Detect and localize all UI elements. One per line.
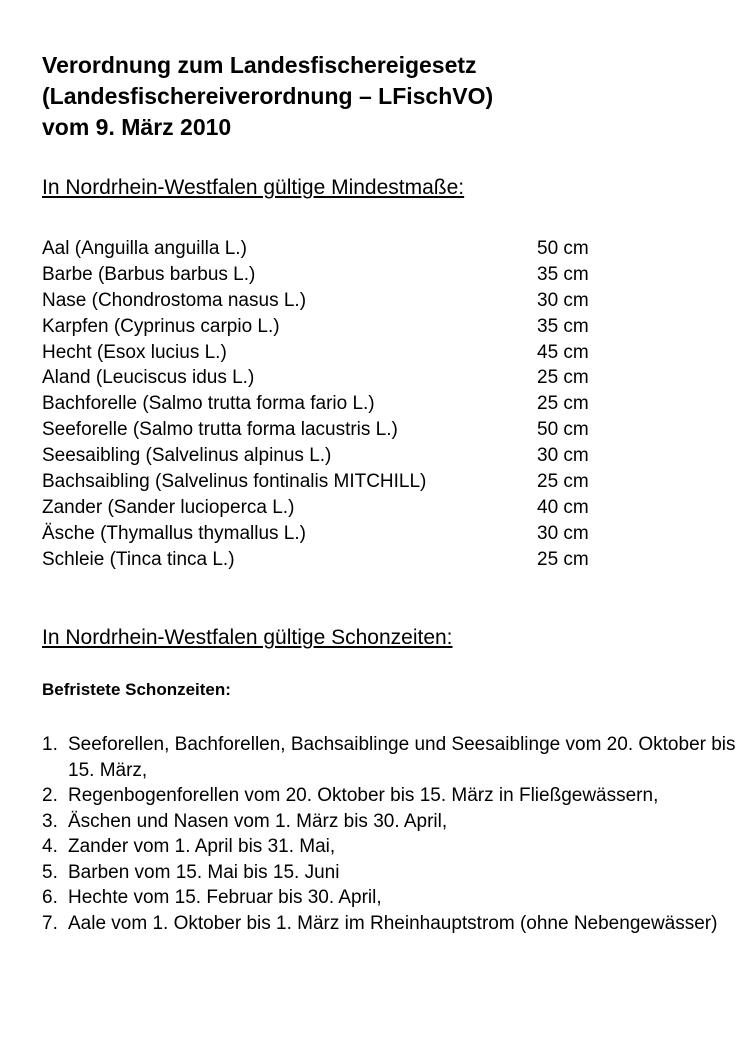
item-number: 6.	[42, 887, 58, 908]
closed-season-item	[42, 860, 742, 886]
limited-closed-seasons-subheading: Befristete Schonzeiten:	[42, 680, 231, 699]
item-number: 4.	[42, 836, 58, 857]
minimum-size: 35 cm	[537, 263, 589, 285]
minimum-size: 50 cm	[537, 238, 589, 259]
minimum-size: 30 cm	[537, 522, 589, 544]
item-text: Aale vom 1. Oktober bis 1. März im Rheinhauptstrom (ohne Nebengewässer)	[68, 912, 718, 934]
item-text: Regenbogenforellen vom 20. Oktober bis 15. März in Fließgewässern,	[68, 785, 659, 806]
species-name: Aland (Leuciscus idus L.)	[42, 367, 255, 389]
minimum-size: 50 cm	[537, 419, 589, 441]
min-size-row	[42, 547, 622, 573]
item-number: 1.	[42, 734, 58, 755]
closed-seasons-list	[42, 732, 742, 936]
species-name: Nase (Chondrostoma nasus L.)	[42, 289, 307, 311]
minimum-size: 25 cm	[537, 471, 589, 493]
closed-season-item	[42, 783, 742, 809]
species-name: Schleie (Tinca tinca L.)	[42, 548, 235, 570]
closed-season-item	[42, 809, 742, 835]
species-name: Äsche (Thymallus thymallus L.)	[42, 522, 306, 544]
item-number: 2.	[42, 785, 58, 806]
min-size-row	[42, 314, 622, 340]
min-size-row	[42, 391, 622, 417]
closed-seasons-heading: In Nordrhein-Westfalen gültige Schonzeiten:	[42, 626, 453, 649]
minimum-size: 25 cm	[537, 548, 589, 570]
min-sizes-list	[42, 236, 622, 573]
item-number: 7.	[42, 912, 58, 934]
species-name: Bachsaibling (Salvelinus fontinalis MITCHILL)	[42, 471, 427, 493]
min-size-row	[42, 365, 622, 391]
item-text: Zander vom 1. April bis 31. Mai,	[68, 836, 336, 857]
min-size-row	[42, 288, 622, 314]
closed-season-item	[42, 732, 742, 783]
species-name: Zander (Sander lucioperca L.)	[42, 496, 295, 518]
minimum-size: 40 cm	[537, 496, 589, 518]
item-text: Hechte vom 15. Februar bis 30. April,	[68, 887, 382, 908]
minimum-size: 30 cm	[537, 289, 589, 311]
species-name: Hecht (Esox lucius L.)	[42, 341, 227, 363]
min-sizes-heading: In Nordrhein-Westfalen gültige Mindestmaße:	[42, 176, 465, 199]
min-size-row	[42, 521, 622, 547]
minimum-size: 45 cm	[537, 341, 589, 363]
min-size-row	[42, 236, 622, 262]
item-number: 5.	[42, 861, 58, 883]
closed-season-item	[42, 834, 742, 860]
min-size-row	[42, 443, 622, 469]
minimum-size: 25 cm	[537, 367, 589, 389]
minimum-size: 30 cm	[537, 445, 589, 467]
title-line-3: vom 9. März 2010	[42, 114, 232, 140]
closed-season-item	[42, 885, 742, 911]
min-size-row	[42, 495, 622, 521]
minimum-size: 25 cm	[537, 393, 589, 415]
item-text: Äschen und Nasen vom 1. März bis 30. April,	[68, 810, 448, 832]
item-text: Barben vom 15. Mai bis 15. Juni	[68, 861, 340, 883]
species-name: Seeforelle (Salmo trutta forma lacustris L.)	[42, 419, 398, 441]
min-size-row	[42, 469, 622, 495]
document-title	[42, 50, 493, 143]
min-size-row	[42, 417, 622, 443]
title-line-1: Verordnung zum Landesfischereigesetz	[42, 52, 477, 78]
min-size-row	[42, 340, 622, 366]
minimum-size: 35 cm	[537, 315, 589, 337]
species-name: Bachforelle (Salmo trutta forma fario L.)	[42, 393, 375, 415]
item-number: 3.	[42, 810, 58, 832]
closed-season-item	[42, 911, 742, 937]
species-name: Barbe (Barbus barbus L.)	[42, 263, 256, 285]
species-name: Karpfen (Cyprinus carpio L.)	[42, 315, 280, 337]
item-text: Seeforellen, Bachforellen, Bachsaiblinge und Seesaiblinge vom 20. Oktober bis 15. März,	[68, 734, 736, 781]
species-name: Seesaibling (Salvelinus alpinus L.)	[42, 445, 332, 467]
species-name: Aal (Anguilla anguilla L.)	[42, 238, 247, 259]
min-size-row	[42, 262, 622, 288]
title-line-2: (Landesfischereiverordnung – LFischVO)	[42, 83, 494, 109]
